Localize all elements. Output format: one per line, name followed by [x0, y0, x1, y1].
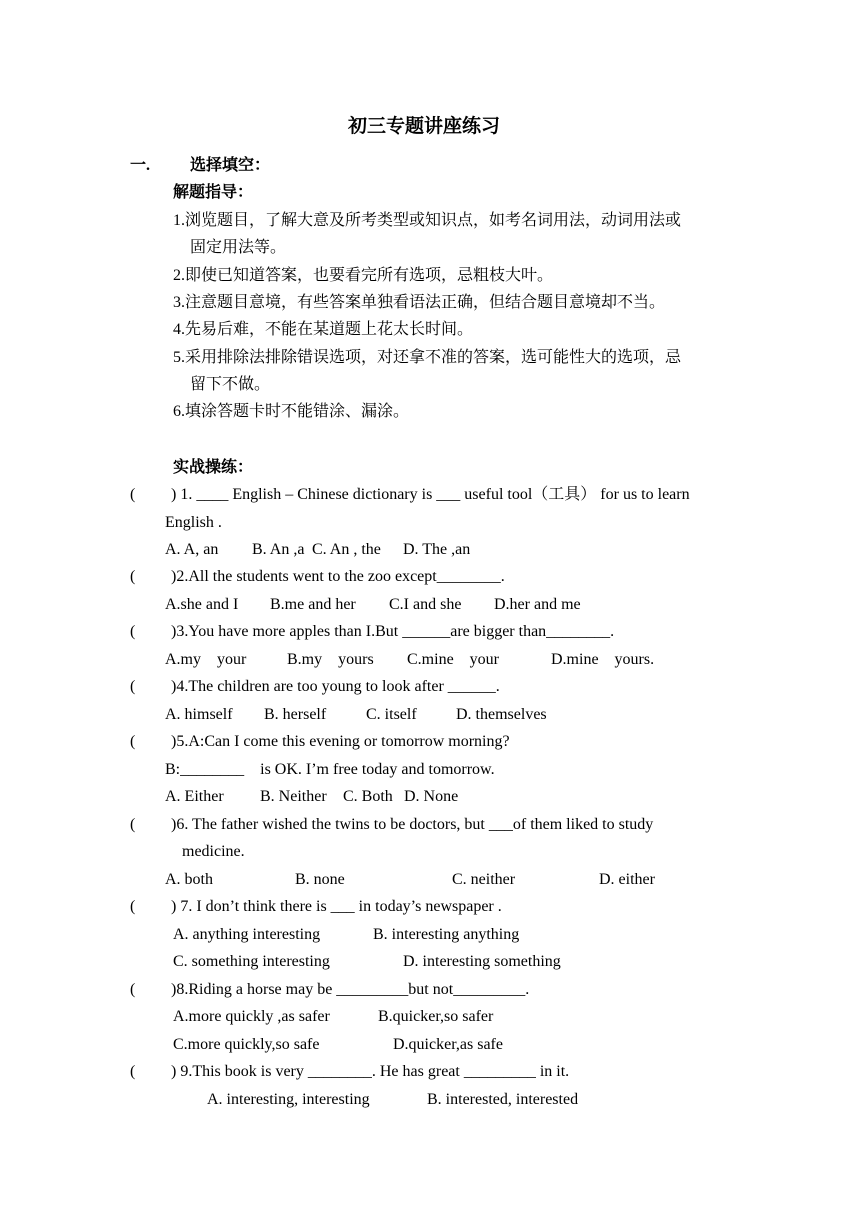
option-a: A. himself [165, 706, 233, 723]
guide-item: 6.填涂答题卡时不能错涂、漏涂。 [173, 403, 410, 420]
option-a: A. both [165, 871, 213, 888]
question-stem: )6. The father wished the twins to be doctors, but ___of them liked to study [171, 816, 654, 833]
option-a: A. anything interesting [173, 926, 321, 943]
answer-paren: ( [130, 678, 136, 695]
question-stem-continued: medicine. [182, 843, 245, 860]
question-stem: )3.You have more apples than I.But ______are bigger than________. [171, 623, 615, 640]
guide-item: 留下不做。 [190, 376, 271, 393]
option-d: D.her and me [494, 596, 581, 613]
option-b: B.my yours [287, 651, 374, 668]
option-d: D. None [404, 788, 459, 805]
question-stem: )4.The children are too young to look after ______. [171, 678, 500, 695]
option-a: A. interesting, interesting [207, 1091, 370, 1108]
question-stem: )2.All the students went to the zoo except________. [171, 568, 505, 585]
option-c: C.I and she [389, 596, 462, 613]
answer-paren: ( [130, 486, 136, 503]
question-stem: )5.A:Can I come this evening or tomorrow morning? [171, 733, 510, 750]
option-b: B. Neither [260, 788, 327, 805]
option-d: D.quicker,as safe [393, 1036, 503, 1053]
option-d: D. interesting something [403, 953, 561, 970]
question-stem-continued: English . [165, 514, 222, 531]
question-stem-continued: B:________ is OK. I’m free today and tomorrow. [165, 761, 495, 778]
guide-item: 5.采用排除法排除错误选项，对还拿不准的答案，选可能性大的选项，忌 [173, 349, 682, 366]
option-b: B. interested, interested [427, 1091, 579, 1108]
option-b: B. An ,a [252, 541, 305, 558]
section-heading: 选择填空： [190, 157, 271, 174]
option-a: A.she and I [165, 596, 239, 613]
option-a: A.my your [165, 651, 247, 668]
answer-paren: ( [130, 733, 136, 750]
option-c: C. itself [366, 706, 417, 723]
option-b: B. interesting anything [373, 926, 520, 943]
answer-paren: ( [130, 816, 136, 833]
answer-paren: ( [130, 1063, 136, 1080]
guide-heading: 解题指导： [173, 184, 254, 201]
option-c: C.mine your [407, 651, 499, 668]
option-b: B.me and her [270, 596, 356, 613]
option-b: B.quicker,so safer [378, 1008, 494, 1025]
option-b: B. none [295, 871, 345, 888]
option-a: A. Either [165, 788, 224, 805]
option-d: D. either [599, 871, 655, 888]
option-c: C. something interesting [173, 953, 330, 970]
section-number: 一. [130, 157, 151, 174]
answer-paren: ( [130, 898, 136, 915]
question-stem: ) 9.This book is very ________. He has great _________ in it. [171, 1063, 570, 1080]
guide-item: 1.浏览题目，了解大意及所考类型或知识点，如考名词用法，动词用法或 [173, 212, 682, 229]
guide-item: 固定用法等。 [190, 239, 287, 256]
answer-paren: ( [130, 568, 136, 585]
question-stem: )8.Riding a horse may be _________but not_________. [171, 981, 530, 998]
page-title: 初三专题讲座练习 [348, 116, 501, 137]
option-b: B. herself [264, 706, 327, 723]
answer-paren: ( [130, 623, 136, 640]
option-c: C. Both [343, 788, 393, 805]
option-d: D.mine yours. [551, 651, 655, 668]
option-a: A.more quickly ,as safer [173, 1008, 330, 1025]
option-c: C. neither [452, 871, 516, 888]
option-c: C. An , the [312, 541, 381, 558]
guide-item: 2.即使已知道答案，也要看完所有选项，忌粗枝大叶。 [173, 267, 554, 284]
guide-item: 4.先易后难，不能在某道题上花太长时间。 [173, 321, 474, 338]
answer-paren: ( [130, 981, 136, 998]
option-d: D. themselves [456, 706, 547, 723]
question-stem: ) 1. ____ English – Chinese dictionary is ___ useful tool（工具） for us to learn [171, 486, 690, 503]
question-stem: ) 7. I don’t think there is ___ in today’s newspaper . [171, 898, 502, 915]
option-a: A. A, an [165, 541, 219, 558]
practice-heading: 实战操练： [173, 459, 254, 476]
option-c: C.more quickly,so safe [173, 1036, 320, 1053]
option-d: D. The ,an [403, 541, 471, 558]
guide-item: 3.注意题目意境，有些答案单独看语法正确，但结合题目意境却不当。 [173, 294, 666, 311]
